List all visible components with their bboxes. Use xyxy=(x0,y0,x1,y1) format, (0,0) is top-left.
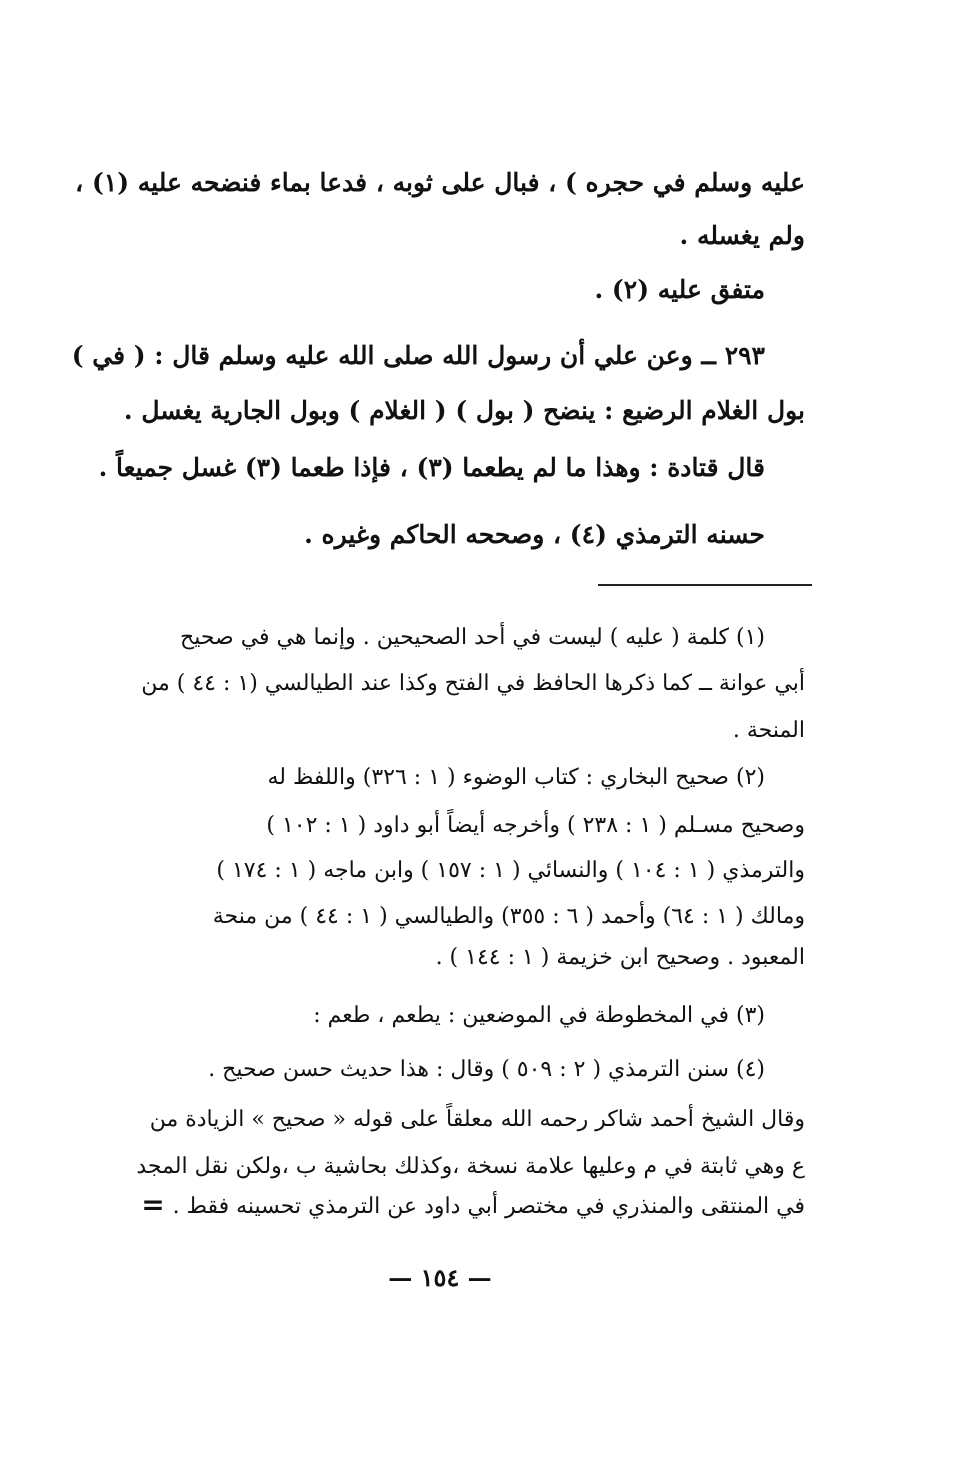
footnote-4: وقال الشيخ أحمد شاكر رحمه الله معلقاً على قوله « صحيح » الزيادة من xyxy=(149,1107,805,1132)
footnote-4: في المنتقى والمنذري في مختصر أبي داود عن الترمذي تحسينه فقط . xyxy=(172,1194,805,1219)
hadith-source-line: متفق عليه (٢) . xyxy=(594,275,765,304)
hadith-text-line: عليه وسلم في حجره ) ، فبال على ثوبه ، فدعا بماء فنضحه عليه (١) ، xyxy=(75,168,805,197)
footnote-2: المعبود . وصحيح ابن خزيمة ( ١ : ١٤٤ ) . xyxy=(435,945,805,970)
footnote-separator xyxy=(598,584,812,586)
footnote-1: أبي عوانة ــ كما ذكرها الحافظ في الفتح وكذا عند الطيالسي (١ : ٤٤ ) من xyxy=(141,671,805,696)
footnote-2: وصحيح مسـلم ( ١ : ٢٣٨ ) وأخرجه أيضاً أبو داود ( ١ : ١٠٢ ) xyxy=(266,813,805,838)
footnote-2: ومالك ( ١ : ٦٤) وأحمد ( ٦ : ٣٥٥) والطيالسي ( ١ : ٤٤ ) من منحة xyxy=(212,904,805,929)
hadith-text-line: بول الغلام الرضيع : ينضح ( بول ) ( الغلام ) وبول الجارية يغسل . xyxy=(123,396,805,425)
footnote-2: والترمذي ( ١ : ١٠٤ ) والنسائي ( ١ : ١٥٧ ) وابن ماجه ( ١ : ١٧٤ ) xyxy=(216,858,805,883)
footnote-3: (٣) في المخطوطة في الموضعين : يطعم ، طعم : xyxy=(313,1003,765,1028)
hadith-text-line: قال قتادة : وهذا ما لم يطعما (٣) ، فإذا طعما (٣) غسل جميعاً . xyxy=(98,453,765,482)
hadith-text-line: ولم يغسله . xyxy=(679,221,805,250)
hadith-293-line: ٢٩٣ ــ وعن علي أن رسول الله صلى الله عليه وسلم قال : ( في ) xyxy=(71,341,765,370)
footnote-4: ع وهي ثابتة في م وعليها علامة نسخة ،وكذلك بحاشية ب ،ولكن نقل المجد xyxy=(136,1154,805,1179)
page-number: — ١٥٤ — xyxy=(388,1263,492,1292)
footnote-1: (١) كلمة ( عليه ) ليست في أحد الصحيحين . وإنما هي في صحيح xyxy=(180,625,765,650)
footnote-2: (٢) صحيح البخاري : كتاب الوضوء ( ١ : ٣٢٦) واللفظ له xyxy=(267,765,765,790)
continuation-mark: = xyxy=(141,1188,165,1221)
footnote-1: المنحة . xyxy=(732,718,805,743)
footnote-4: (٤) سنن الترمذي ( ٢ : ٥٠٩ ) وقال : هذا حديث حسن صحيح . xyxy=(208,1057,765,1082)
hadith-source-line: حسنه الترمذي (٤) ، وصححه الحاكم وغيره . xyxy=(304,520,765,549)
